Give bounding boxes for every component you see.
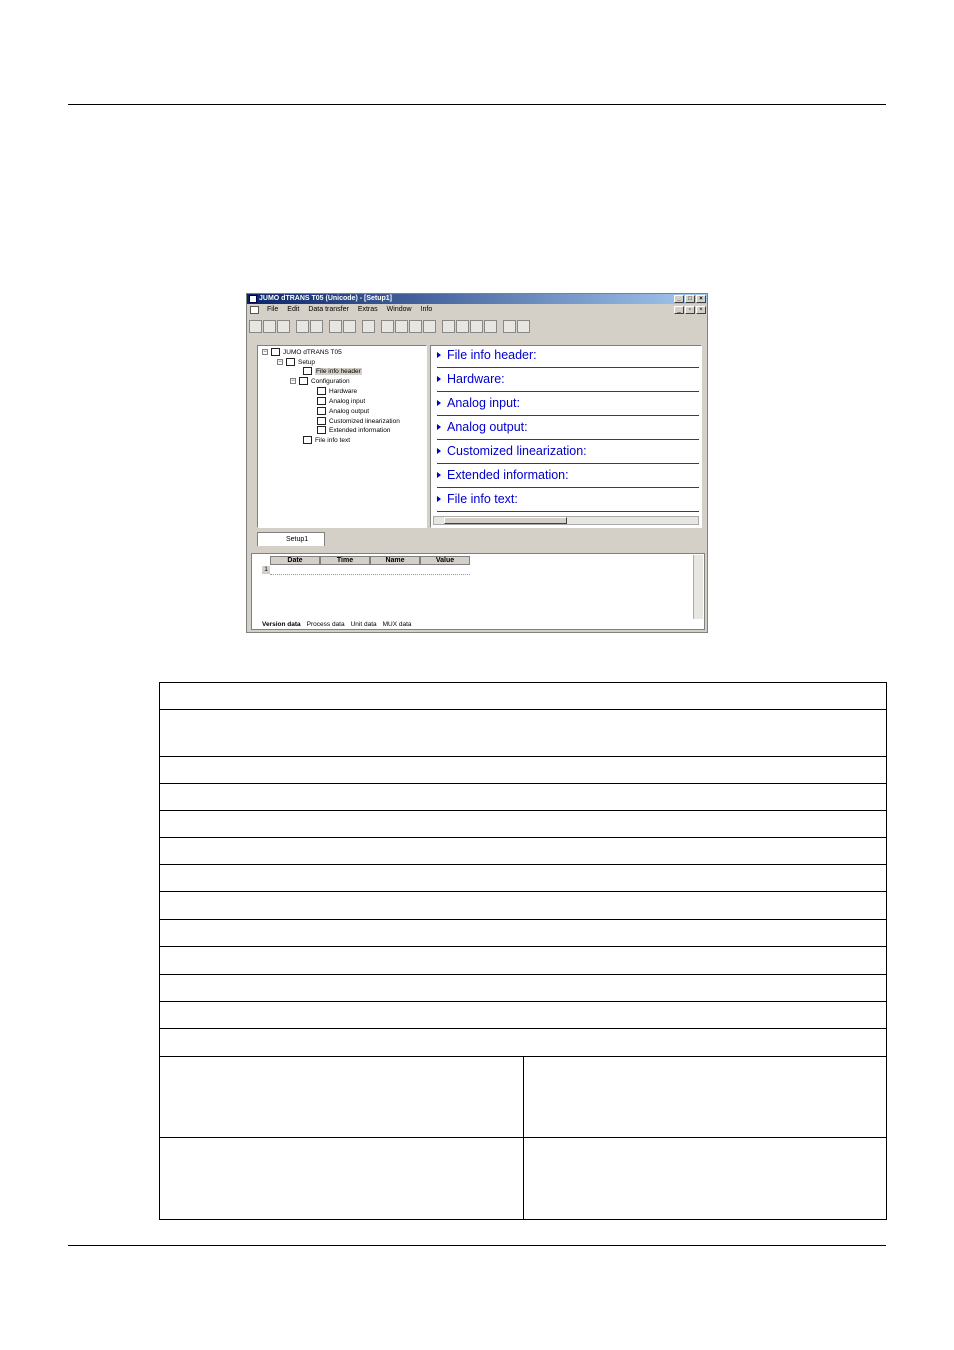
window-tile-icon[interactable] (517, 320, 530, 333)
menu-window[interactable]: Window (386, 306, 412, 313)
section-analog-input[interactable]: Analog input: (437, 394, 699, 416)
diagnose-icon[interactable] (442, 320, 455, 333)
table-row (160, 710, 887, 757)
triangle-right-icon (437, 400, 441, 406)
table-row (160, 892, 887, 920)
checklist-icon (317, 426, 326, 434)
info-panel (430, 345, 702, 528)
section-analog-output[interactable]: Analog output: (437, 418, 699, 440)
tree-item-analog-output[interactable]: Analog output (317, 407, 369, 415)
triangle-right-icon (437, 496, 441, 502)
window-cascade-icon[interactable] (503, 320, 516, 333)
triangle-right-icon (437, 352, 441, 358)
connect-icon[interactable] (362, 320, 375, 333)
table-cell (160, 1056, 524, 1137)
table-row[interactable] (270, 566, 470, 575)
table-row (160, 838, 887, 865)
open-file-icon[interactable] (263, 320, 276, 333)
chart-icon[interactable] (456, 320, 469, 333)
checklist-icon (317, 397, 326, 405)
triangle-right-icon (437, 376, 441, 382)
section-hardware[interactable]: Hardware: (437, 370, 699, 392)
setup-tree (257, 345, 427, 528)
document-icon (250, 306, 259, 314)
column-value[interactable]: Value (420, 556, 470, 565)
table-row (160, 920, 887, 947)
menu-extras[interactable]: Extras (357, 306, 378, 313)
tree-item-customized-linearization[interactable]: Customized linearization (317, 417, 400, 425)
column-time[interactable]: Time (320, 556, 370, 565)
app-icon (249, 295, 257, 303)
triangle-right-icon (437, 424, 441, 430)
triangle-right-icon (437, 472, 441, 478)
table-row (160, 865, 887, 892)
write-icon[interactable] (409, 320, 422, 333)
table-row (160, 1001, 887, 1028)
header-rule (68, 104, 886, 105)
tree-item-extended-information[interactable]: Extended information (317, 426, 390, 434)
collapse-icon[interactable]: − (291, 378, 295, 384)
table-row (160, 947, 887, 974)
triangle-right-icon (437, 448, 441, 454)
column-name[interactable]: Name (370, 556, 420, 565)
table-row (160, 974, 887, 1001)
doc-minimize-icon[interactable]: _ (674, 306, 684, 314)
window-title: JUMO dTRANS T05 (Unicode) - [Setup1] (259, 295, 393, 302)
setup-icon (286, 358, 295, 366)
checklist-icon (317, 417, 326, 425)
collapse-icon[interactable]: − (278, 359, 282, 365)
collapse-icon[interactable]: − (263, 349, 267, 355)
redo-icon[interactable] (343, 320, 356, 333)
start-icon[interactable] (470, 320, 483, 333)
menu-bar (247, 305, 707, 315)
vertical-scrollbar[interactable] (693, 555, 703, 619)
menu-data-transfer[interactable]: Data transfer (308, 306, 349, 313)
checklist-icon (317, 387, 326, 395)
tree-item-hardware[interactable]: Hardware (317, 387, 357, 395)
compare-icon[interactable] (423, 320, 436, 333)
table-row (160, 683, 887, 710)
section-customized-linearization[interactable]: Customized linearization: (437, 442, 699, 464)
table-row (160, 757, 887, 784)
checklist-icon (303, 436, 312, 444)
table-cell (524, 1137, 887, 1219)
table-row (160, 1028, 887, 1056)
checklist-icon (317, 407, 326, 415)
table-row (160, 784, 887, 811)
print-preview-icon[interactable] (296, 320, 309, 333)
tab-unit-data[interactable]: Unit data (350, 621, 377, 628)
zoom-icon[interactable] (484, 320, 497, 333)
print-icon[interactable] (310, 320, 323, 333)
save-icon[interactable] (277, 320, 290, 333)
undo-icon[interactable] (329, 320, 342, 333)
toolbar (249, 318, 530, 334)
section-extended-information[interactable]: Extended information: (437, 466, 699, 488)
gear-icon (299, 377, 308, 385)
footer-rule (68, 1245, 886, 1246)
tree-root[interactable]: − JUMO dTRANS T05 (263, 348, 342, 356)
section-file-info-header[interactable]: File info header: (437, 346, 699, 368)
checklist-icon (303, 367, 312, 375)
tab-mux-data[interactable]: MUX data (382, 621, 412, 628)
device-icon (271, 348, 280, 356)
minimize-icon[interactable]: _ (674, 295, 684, 303)
new-file-icon[interactable] (249, 320, 262, 333)
row-number: 1 (262, 566, 270, 574)
tab-setup1[interactable]: Setup1 (257, 532, 325, 546)
column-date[interactable]: Date (270, 556, 320, 565)
blank-table (159, 682, 887, 1220)
transfer-icon[interactable] (381, 320, 394, 333)
table-cell (160, 1137, 524, 1219)
tab-version-data[interactable]: Version data (262, 621, 301, 628)
section-file-info-text[interactable]: File info text: (437, 490, 699, 512)
read-icon[interactable] (395, 320, 408, 333)
scroll-thumb[interactable] (444, 517, 567, 524)
menu-info[interactable]: Info (420, 306, 433, 313)
tree-item-analog-input[interactable]: Analog input (317, 397, 365, 405)
table-row (160, 811, 887, 838)
table-cell (524, 1056, 887, 1137)
close-icon[interactable]: × (696, 295, 706, 303)
horizontal-scrollbar[interactable] (433, 516, 699, 525)
bottom-tabs (262, 621, 412, 628)
tab-process-data[interactable]: Process data (306, 621, 345, 628)
tree-file-info-header[interactable]: File info header (303, 367, 362, 375)
doc-close-icon[interactable]: × (696, 306, 706, 314)
tree-file-info-text[interactable]: File info text (303, 436, 350, 444)
maximize-icon[interactable]: □ (685, 295, 695, 303)
tree-configuration[interactable]: − Configuration (291, 377, 350, 385)
doc-restore-icon[interactable]: ▫ (685, 306, 695, 314)
tree-setup[interactable]: − Setup (278, 358, 315, 366)
menu-file[interactable]: File (267, 306, 279, 313)
app-window-screenshot (246, 293, 708, 633)
data-grid-panel (251, 553, 705, 630)
title-bar (247, 294, 707, 304)
menu-edit[interactable]: Edit (287, 306, 300, 313)
